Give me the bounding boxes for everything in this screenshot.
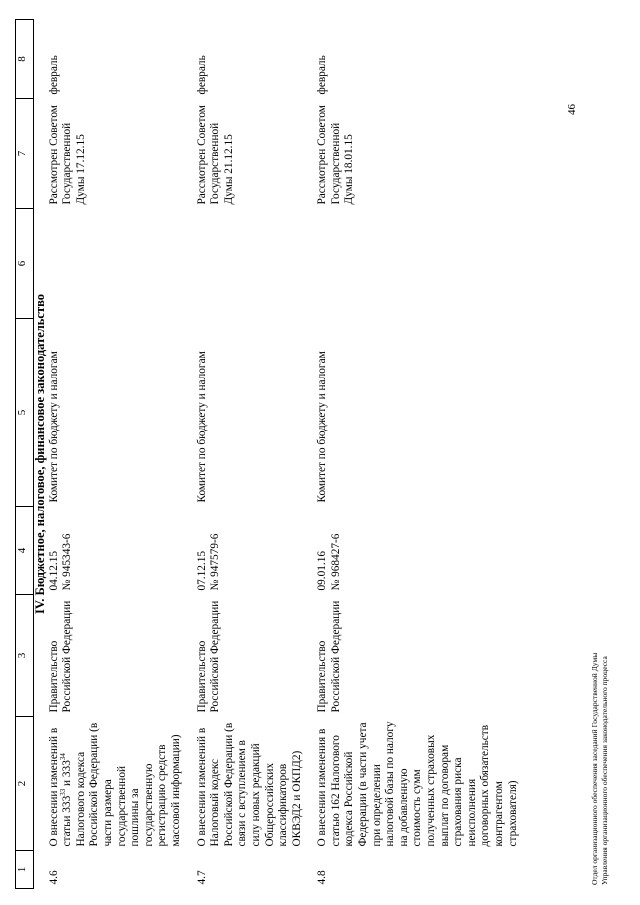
footer-line-2: Управления организационного обеспечения законодательного процесса [599, 656, 609, 885]
bill-date: 09.01.16 [316, 550, 329, 591]
bill-date: 04.12.15 [47, 550, 60, 591]
row-gap [304, 20, 316, 889]
column-header-row [16, 20, 34, 889]
bill-month: февраль [316, 55, 329, 95]
row-number: 4.7 [195, 870, 208, 885]
bill-title: О внесении изменения в статью 162 Налогового кодекса Российской Федерации (в части учета при определении налоговой базы по налогу на добавленную стоимость сумм полученных страховых выплат по договорам страхования риска неисполнения договорных обязательств контрагентом страхователя) [316, 721, 519, 847]
bill-month: февраль [47, 55, 60, 95]
bill-status: Рассмотрен Советом Государственной Думы 21.12.15 [195, 105, 235, 205]
col-header-5: 5 [16, 319, 34, 507]
bill-number: № 947579-6 [209, 533, 222, 591]
bill-registration [316, 507, 520, 595]
bill-status: Рассмотрен Советом Государственной Думы 18.01.15 [316, 105, 356, 205]
row-gap [184, 20, 196, 889]
bill-col6 [48, 209, 184, 319]
footer-line-1: Отдел организационного обеспечения заседаний Государственной Думы [590, 652, 599, 885]
col-header-7: 7 [16, 99, 34, 209]
bill-committee: Комитет по бюджету и налогам [195, 351, 208, 503]
bill-number: № 945343-6 [61, 533, 74, 591]
table-row [48, 20, 184, 889]
bill-registration [196, 507, 305, 595]
bill-date: 07.12.15 [195, 550, 208, 591]
bill-committee: Комитет по бюджету и налогам [316, 351, 329, 503]
table-row [196, 20, 305, 889]
bill-number: № 968427-6 [329, 533, 342, 591]
col-header-1: 1 [16, 851, 34, 889]
col-header-3: 3 [16, 595, 34, 717]
bill-author: Правительство Российской Федерации [47, 600, 74, 713]
bills-table [15, 19, 520, 889]
bill-title-part: и 333 [61, 760, 74, 789]
table-row [316, 20, 520, 889]
bill-title-part: О внесении изменений в статьи 333 [47, 727, 74, 847]
row-number: 4.8 [316, 870, 329, 885]
bill-title-part: Налогового кодекса Российской Федерации (в части размера государственной пошлины за государственную регистрацию средств массовой информации) [74, 722, 182, 847]
bill-col6 [316, 209, 520, 319]
col-header-2: 2 [16, 717, 34, 851]
bill-committee: Комитет по бюджету и налогам [47, 351, 60, 503]
bill-status: Рассмотрен Советом Государственной Думы 17.12.15 [47, 105, 87, 205]
section-title: IV. Бюджетное, налоговое, финансовое законодательство [33, 293, 47, 615]
row-number: 4.6 [47, 870, 60, 885]
col-header-8: 8 [16, 20, 34, 99]
bill-title-sup: 33 [59, 788, 68, 796]
section-row [34, 20, 48, 889]
bill-author: Правительство Российской Федерации [316, 600, 342, 713]
page-number: 46 [566, 104, 578, 115]
bill-author: Правительство Российской Федерации [195, 600, 222, 713]
bill-col6 [196, 209, 305, 319]
bill-title: О внесении изменений в Налоговый кодекс Российской Федерации (в связи с вступлением в силу новых редакций Общероссийских классификаторов ОКВЭД2 и ОКПД2) [195, 722, 303, 847]
bill-title-sup: 34 [59, 753, 68, 761]
bill-title [48, 717, 184, 851]
bill-month: февраль [195, 55, 208, 95]
col-header-6: 6 [16, 209, 34, 319]
col-header-4: 4 [16, 507, 34, 595]
footer [590, 653, 609, 885]
bill-registration [48, 507, 184, 595]
